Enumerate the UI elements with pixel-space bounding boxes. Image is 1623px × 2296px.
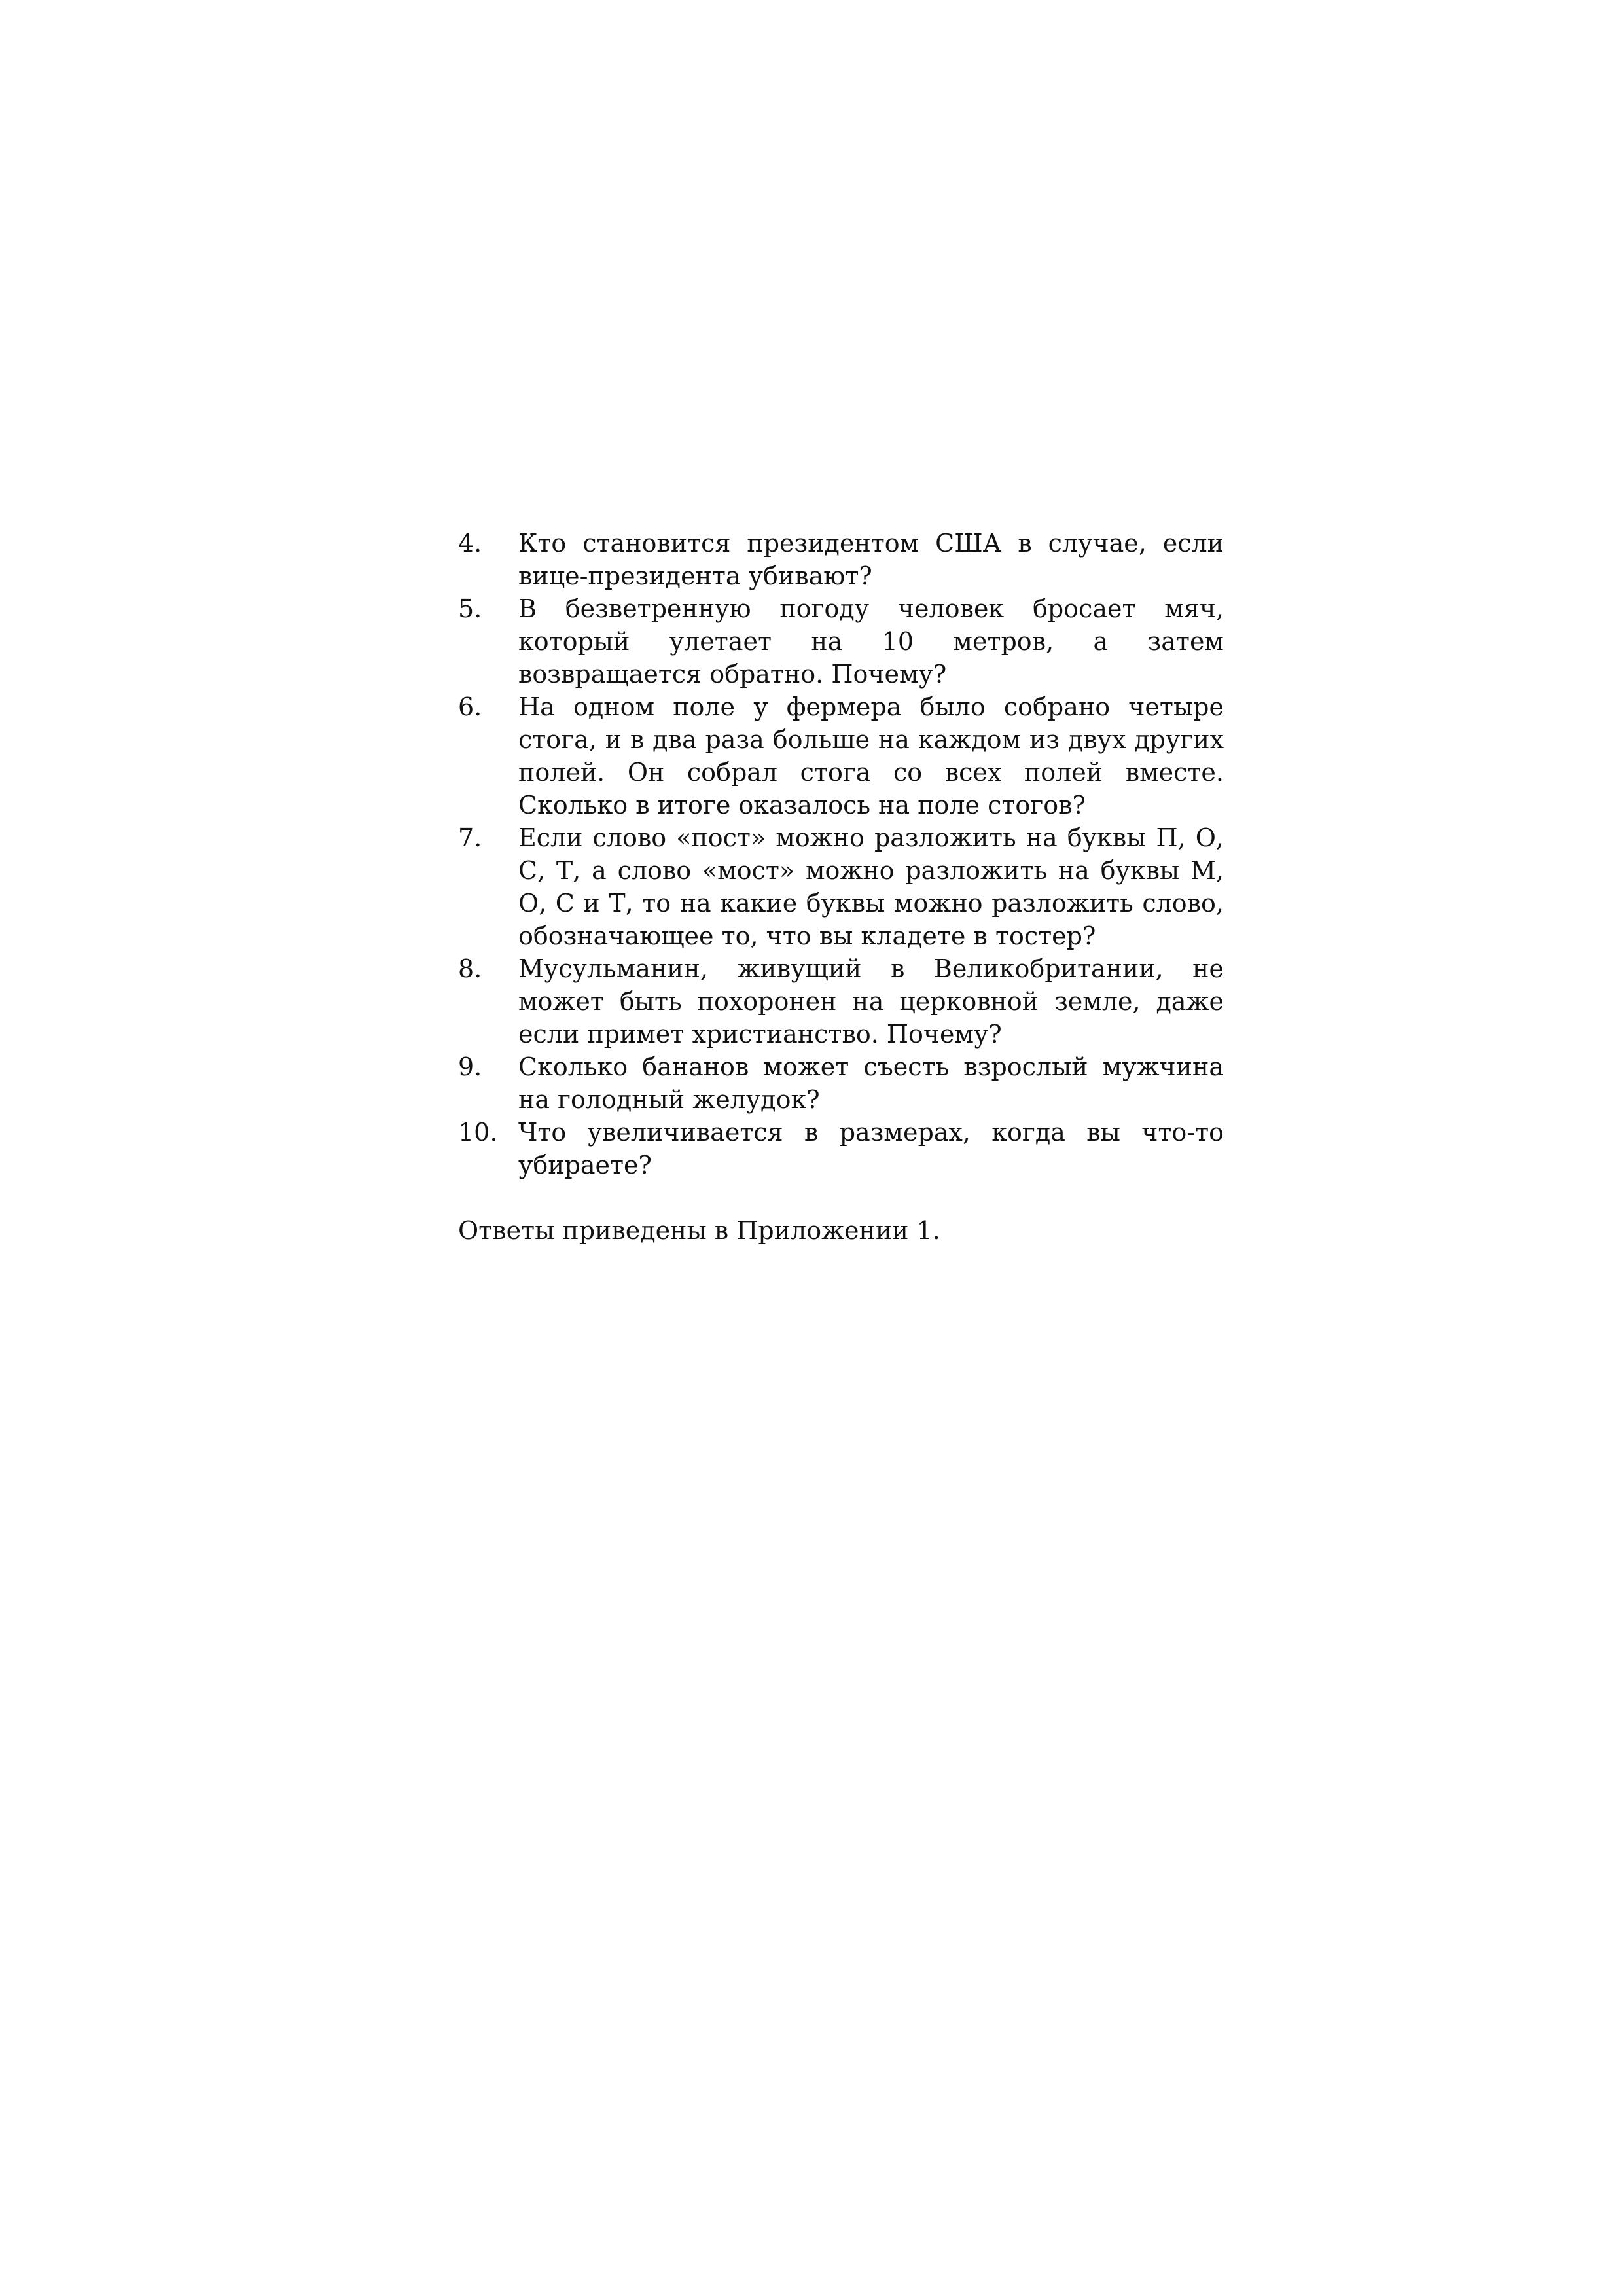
question-item — [458, 592, 1224, 691]
question-text: Что увеличивается в размерах, когда вы что-то убираете? — [518, 1118, 1224, 1179]
question-item — [458, 952, 1224, 1050]
question-item — [458, 1116, 1224, 1181]
answers-note: Ответы приведены в Приложении 1. — [458, 1216, 940, 1245]
question-number: 6. — [458, 692, 482, 721]
question-text: В безветренную погоду человек бросает мяч, который улетает на 10 метров, а затем возвращается обратно. Почему? — [518, 594, 1224, 689]
question-item — [458, 1050, 1224, 1116]
question-item — [458, 527, 1224, 592]
question-item — [458, 821, 1224, 952]
question-item — [458, 691, 1224, 821]
question-number: 9. — [458, 1052, 482, 1081]
question-text: Если слово «пост» можно разложить на буквы П, О, С, Т, а слово «мост» можно разложить на буквы М, О, С и Т, то на какие буквы можно разложить слово, обозначающее то, что вы кладете в тостер? — [518, 823, 1224, 950]
question-text: Сколько бананов может съесть взрослый мужчина на голодный желудок? — [518, 1052, 1224, 1114]
question-block — [458, 527, 1224, 1272]
question-number: 8. — [458, 954, 482, 983]
question-text: На одном поле у фермера было собрано четыре стога, и в два раза больше на каждом из двух других полей. Он собрал стога со всех полей вместе. Сколько в итоге оказалось на поле стогов? — [518, 692, 1224, 819]
question-text: Кто становится президентом США в случае, если вице-президента убивают? — [518, 529, 1224, 590]
question-number: 10. — [458, 1118, 498, 1147]
question-number: 7. — [458, 823, 482, 852]
question-number: 4. — [458, 529, 482, 558]
question-list — [458, 527, 1224, 1181]
question-number: 5. — [458, 594, 482, 623]
question-text: Мусульманин, живущий в Великобритании, не может быть похоронен на церковной земле, даже если примет христианство. Почему? — [518, 954, 1224, 1049]
